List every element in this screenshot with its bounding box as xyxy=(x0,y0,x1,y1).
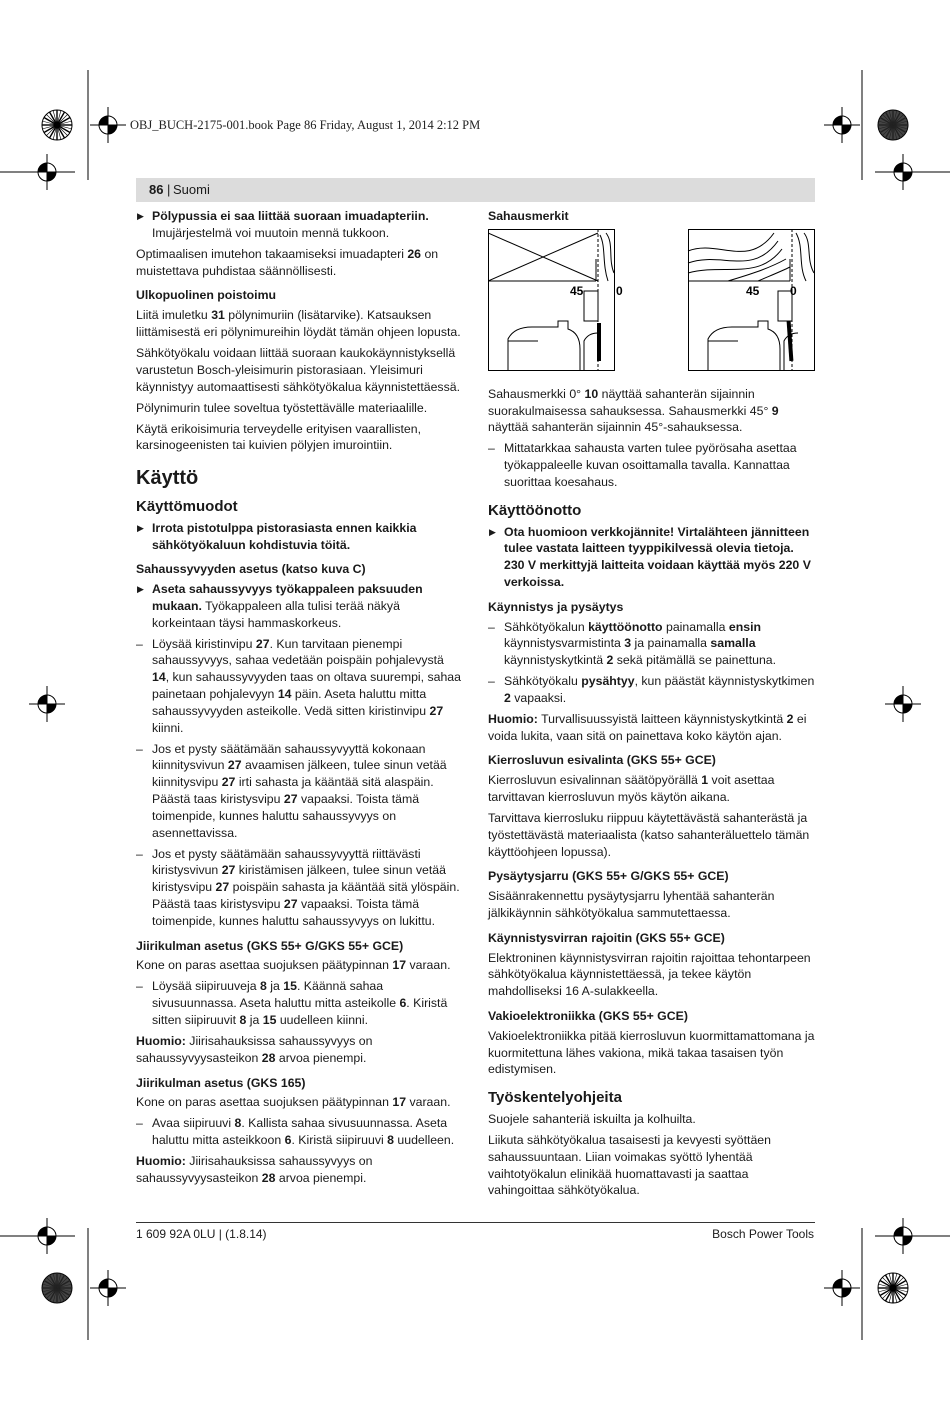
heading-cutting-depth: Sahaussyvyyden asetus (katso kuva C) xyxy=(136,562,366,577)
paragraph-brake: Sisäänrakennettu pysäytysjarru lyhentää sahanterän jälkikäynnin sähkötyökalua sammutettaessa. xyxy=(488,889,775,921)
heading-operation: Käyttö xyxy=(136,467,199,490)
paragraph-vacuum-material: Pölynimurin tulee soveltua työstettävälle materiaalille. xyxy=(136,400,428,415)
registration-target xyxy=(824,1270,860,1306)
dash-lever-down: – Jos et pysty säätämään sahaussyvyyttä kokonaan kiinnitysvivun 27 avaamisen jälkeen, tulee sinun vetää kiinnitysvipu 27 irti sahasta ja kääntää sitä alaspäin. Päästä taas kiristysvipu 27 vapaaksi. Toista tämä toimenpide, kunnes haluttu sahaussyvyys on asennettavissa. xyxy=(136,741,464,842)
registration-target xyxy=(42,110,72,140)
paragraph-special-vacuum: Käytä erikoisimuria terveydelle erityisen vaarallisten, karsinogeenisten tai kuivien pölyjen imurointiin. xyxy=(136,421,421,453)
left-column xyxy=(136,208,464,1191)
page-header-separator: | xyxy=(167,182,171,197)
dash-loosen-lever: – Löysää kiristinvipu 27. Kun tarvitaan pienempi sahaussyvyys, sahaa vedetään poispäin pohjalevystä 14, kun sahaussyvyyden taas on oltava suurempi, sahaa painetaan pohjalevyyn 14 päin. Aseta haluttu mitta sahaussyvyyden asteikolle. Vedä sitten kiristinvipu 27 kiinni. xyxy=(136,636,464,737)
heading-on-off: Käynnistys ja pysäytys xyxy=(488,599,624,614)
note-bevel-1: Huomio: Jiirisahauksissa sahaussyvyys on sahaussyvyysasteikon 28 arvoa pienempi. xyxy=(136,1033,373,1065)
cutting-marks-panel-left xyxy=(488,229,615,371)
registration-target xyxy=(878,110,908,140)
heading-constant-electronic: Vakioelektroniikka (GKS 55+ GCE) xyxy=(488,1009,688,1024)
bullet-voltage: ▶ Ota huomioon verkkojännite! Virtalähteen jännitteen tulee vastata laitteen tyyppikilvessä olevia tietoja. 230 V merkittyjä laitteita voidaan käyttää myös 220 V verkoissa. xyxy=(488,524,815,591)
paragraph-protect-blades: Suojele sahanteriä iskuilta ja kolhuilta. xyxy=(488,1112,696,1127)
dash-test-cut: – Mittatarkkaa sahausta varten tulee pyörösaha asettaa työkappaleelle kuvan osoittamalla tavalla. Kannattaa suorittaa koesahaus. xyxy=(488,440,815,490)
saw-blade-left xyxy=(597,323,601,361)
figure-title: Sahausmerkit xyxy=(488,209,569,223)
paragraph-hose: Liitä imuletku 31 pölynimuriin (lisätarvike). Katsauksen liittämisestä eri pölynimureihin löydät tämän ohjeen lopusta. xyxy=(136,308,461,339)
registration-target xyxy=(90,1270,126,1306)
footer-brand: Bosch Power Tools xyxy=(712,1227,814,1241)
paragraph-thumbwheel: Kierrosluvun esivalinnan säätöpyörällä 1 voit asettaa tarvittavan kierrosluvun myös käytön aikana. xyxy=(488,773,775,805)
registration-target xyxy=(878,1273,908,1303)
footer-code: 1 609 92A 0LU | (1.8.14) xyxy=(136,1227,267,1241)
dash-wing-screws: – Löysää siipiruuveja 8 ja 15. Käännä sahaa sivusuunnassa. Aseta haluttu mitta asteikolle 6. Kiristä sitten siipiruuvit 8 ja 15 uudelleen kiinni. xyxy=(136,978,464,1028)
page-header-bar xyxy=(136,178,815,202)
paragraph-guard-face-2: Kone on paras asettaa suojuksen päätypinnan 17 varaan. xyxy=(136,1095,451,1110)
heading-working-advice: Työskentelyohjeita xyxy=(488,1089,622,1107)
cutting-marks-panel-right xyxy=(688,229,815,371)
registration-target xyxy=(885,154,921,190)
bullet-unplug: ▶ Irrota pistotulppa pistorasiasta ennen kaikkia sähkötyökaluun kohdistuvia töitä. xyxy=(136,520,464,554)
note-bevel-2: Huomio: Jiirisahauksissa sahaussyvyys on sahaussyvyysasteikon 28 arvoa pienempi. xyxy=(136,1154,373,1185)
mark-label-0-left: 0 xyxy=(616,283,623,298)
right-column xyxy=(488,208,815,1203)
page-number: 86 xyxy=(149,182,164,197)
paragraph-speed-depends: Tarvittava kierrosluku riippuu käytettävästä sahanterästä ja työstettävästä materiaalista (katso sahanteräluettelo tämän käyttöohjeen lopussa). xyxy=(488,811,810,859)
paragraph-bosch-vacuum: Sähkötyökalu voidaan liittää suoraan kaukokäynnistyksellä varustetun Bosch-yleisimurin pistorasiaan. Yleisimuri käynnistyy automaattisesti sähkötyökalua käynnistettäessä. xyxy=(136,345,460,394)
heading-starting-operation: Käyttöönotto xyxy=(488,501,582,519)
heading-bevel-gks55: Jiirikulman asetus (GKS 55+ G/GKS 55+ GCE) xyxy=(136,938,404,953)
paragraph-starting-current: Elektroninen käynnistysvirran rajoitin rajoittaa tehontarpeen sähkötyökalua käynnistettäessä, ja tekee käytön mahdolliseksi 16 A-sulakkeella. xyxy=(488,950,811,999)
mark-label-0-right: 0 xyxy=(790,283,797,298)
dash-switch-on: – Sähkötyökalun käyttöönotto painamalla ensin käynnistysvarmistinta 3 ja painamalla samalla käynnistyskytkintä 2 sekä pitämällä se painettuna. xyxy=(488,619,815,669)
registration-target xyxy=(90,107,126,143)
registration-target xyxy=(885,1218,921,1254)
paragraph-constant-electronic: Vakioelektroniikka pitää kierrosluvun kuormittamattomana ja kuormitettuna lähes vakiona, mikä takaa tasaisen työn edistymisen. xyxy=(488,1028,815,1077)
heading-speed-preselection: Kierrosluvun esivalinta (GKS 55+ GCE) xyxy=(488,753,716,768)
mark-label-45-right: 45 xyxy=(746,283,760,298)
file-header: OBJ_BUCH-2175-001.book Page 86 Friday, August 1, 2014 2:12 PM xyxy=(130,118,481,132)
paragraph-feed: Liikuta sähkötyökalua tasaisesti ja kevyesti syöttäen sahaussuuntaan. Liian voimakas syöttö lyhentää vaihtotyökalun elinikää huomattavasti ja saattaa vahingoittaa sähkötyökalua. xyxy=(488,1133,771,1198)
registration-target xyxy=(885,686,921,722)
cutting-marks-figure xyxy=(488,229,815,371)
bullet-dust-bag: ▶ Pölypussia ei saa liittää suoraan imuadapteriin. Imujärjestelmä voi muutoin mennä tukkoon. xyxy=(136,208,464,242)
heading-starting-current: Käynnistysvirran rajoitin (GKS 55+ GCE) xyxy=(488,930,725,945)
registration-target xyxy=(42,1273,72,1303)
paragraph-adapter-clean: Optimaalisen imutehon takaamiseksi imuadapteri 26 on muistettava puhdistaa säännöllisesti. xyxy=(136,246,439,278)
heading-operation-modes: Käyttömuodot xyxy=(136,497,238,515)
page-language: Suomi xyxy=(173,182,210,197)
paragraph-cutting-marks: Sahausmerkki 0° 10 näyttää sahanterän sijainnin suorakulmaisessa sahauksessa. Sahausmerkki 45° 9 näyttää sahanterän sijainnin 45°-sahauksessa. xyxy=(488,386,779,435)
footer-rule xyxy=(136,1222,815,1223)
mark-label-45-left: 45 xyxy=(570,283,584,298)
dash-lever-up: – Jos et pysty säätämään sahaussyvyyttä riittävästi kiristysvivun 27 kiristämisen jälkeen, tulee sinun vetää kiristysvipu 27 poispäin sahasta ja kääntää sitä ylöspäin. Päästä taas kiristysvipu 27 vapaaksi. Toista tämä toimenpide, kunnes haluttu sahaussyvyys on lukittu. xyxy=(136,846,464,930)
dash-switch-off: – Sähkötyökalu pysähtyy, kun päästät käynnistyskytkimen 2 vapaaksi. xyxy=(488,673,815,707)
note-switch: Huomio: Turvallisuussyistä laitteen käynnistyskytkintä 2 ei voida lukita, vaan sitä on painettava koko käytön ajan. xyxy=(488,711,807,743)
registration-target xyxy=(824,107,860,143)
heading-brake: Pysäytysjarru (GKS 55+ G/GKS 55+ GCE) xyxy=(488,869,729,884)
bullet-set-depth: ▶ Aseta sahaussyvyys työkappaleen paksuuden mukaan. Työkappaleen alla tulisi terää näkyä korkeintaan täysi hammaskorkeus. xyxy=(136,581,464,631)
registration-target xyxy=(29,686,65,722)
dash-wing-screw: – Avaa siipiruuvi 8. Kallista sahaa sivusuunnassa. Aseta haluttu mitta asteikkoon 6. Kiristä siipiruuvi 8 uudelleen. xyxy=(136,1115,464,1149)
heading-bevel-gks165: Jiirikulman asetus (GKS 165) xyxy=(136,1075,306,1090)
registration-target xyxy=(29,154,65,190)
paragraph-guard-face-1: Kone on paras asettaa suojuksen päätypinnan 17 varaan. xyxy=(136,958,451,973)
registration-target xyxy=(29,1218,65,1254)
heading-external-extraction: Ulkopuolinen poistoimu xyxy=(136,288,277,303)
